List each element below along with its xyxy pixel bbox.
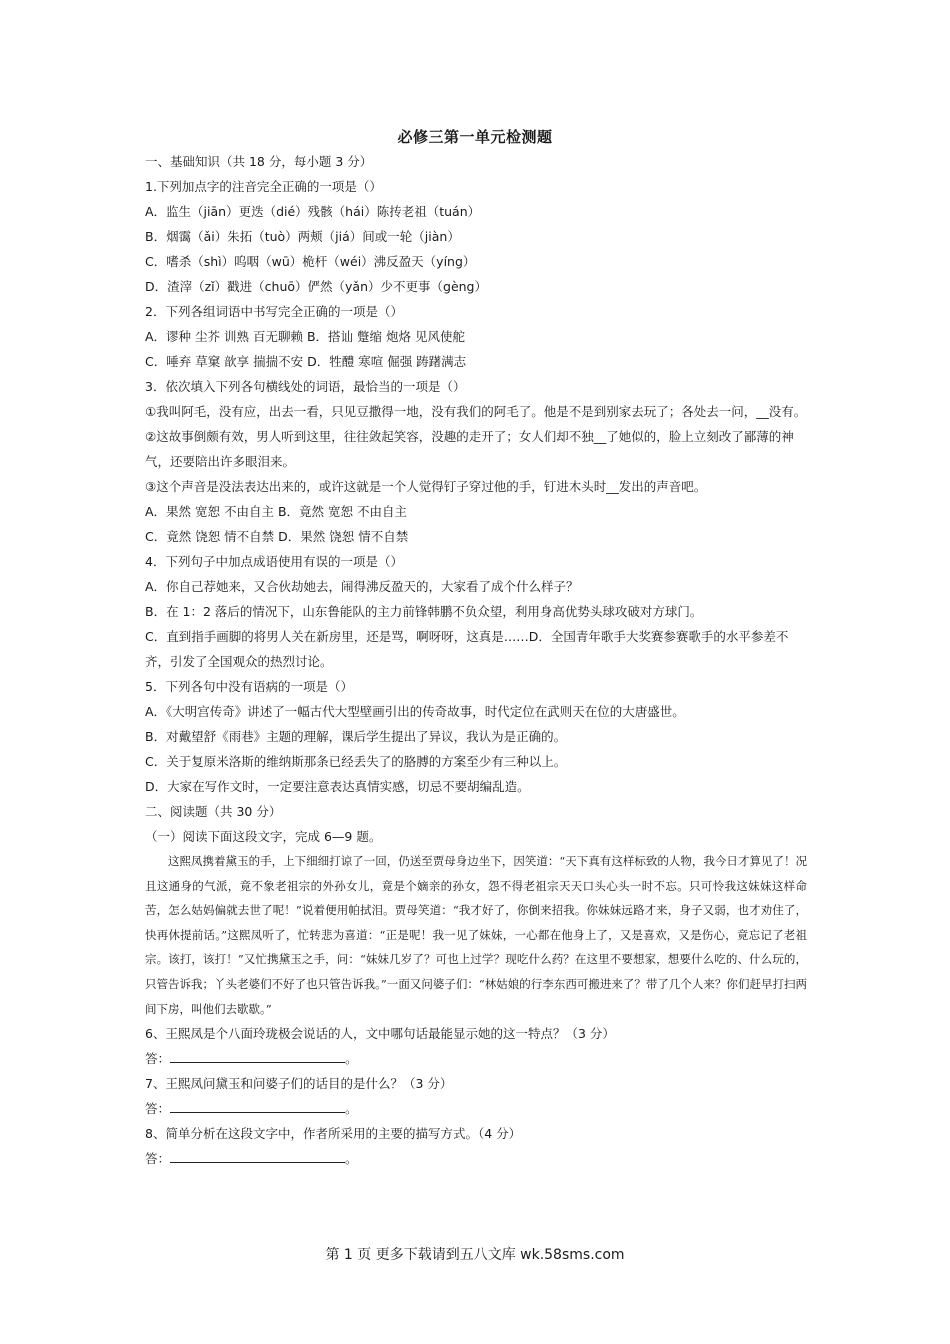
question-3-sentence-1: ①我叫阿毛，没有应，出去一看，只见豆撒得一地，没有我们的阿毛了。他是不是到别家去玩了；各处去一问，__没有。 [145,404,807,419]
answer-end: 。 [345,1101,358,1117]
reading-intro: （一）阅读下面这段文字，完成 6—9 题。 [145,829,382,844]
question-6-answer [145,1046,807,1071]
page-title: 必修三第一单元检测题 [397,128,553,146]
answer-blank[interactable] [170,1048,345,1063]
question-2-options-ab: A．谬种 尘芥 训熟 百无聊赖 B．搭讪 蹩缩 炮烙 见风使舵 [145,329,465,344]
question-3-options-cd: C．竟然 饶恕 情不自禁 D．果然 饶恕 情不自禁 [145,529,409,544]
answer-label: 答： [145,1051,171,1067]
question-6-stem: 6、王熙凤是个八面玲珑极会说话的人，文中哪句话最能显示她的这一特点？（3 分） [145,1026,615,1042]
page-footer: 第 1 页 更多下载请到五八文库 wk.58sms.com [325,1247,625,1263]
question-3-stem: 3．依次填入下列各句横线处的词语，最恰当的一项是（） [145,379,466,394]
question-2-options-cd: C．唾弃 草窠 歆享 揣揣不安 D．牲醴 寒喧 倔强 踌躇满志 [145,354,467,369]
question-3-sentence-3: ③这个声音是没法表达出来的，或许这就是一个人觉得钉子穿过他的手，钉进木头时__发出的声音吧。 [145,479,707,494]
question-5-stem: 5．下列各句中没有语病的一项是（） [145,679,353,694]
answer-blank[interactable] [170,1098,345,1113]
section-heading-basics: 一、基础知识（共 18 分，每小题 3 分） [145,154,373,169]
answer-blank[interactable] [170,1148,345,1163]
question-5-option-d: D．大家在写作文时，一定要注意表达真情实感，切忌不要胡编乱造。 [145,779,530,794]
answer-label: 答： [145,1151,171,1167]
question-4-stem: 4．下列句子中加点成语使用有误的一项是（） [145,554,403,569]
question-1-option-c: C．嗜杀（shì）呜咽（wū）桅杆（wéi）沸反盈天（yíng） [145,254,476,269]
question-4-options-cd: C．直到指手画脚的将男人关在新房里，还是骂，啊呀呀，这真是……D．全国青年歌手大奖赛参赛歌手的水平参差不齐，引发了全国观众的热烈讨论。 [145,629,789,669]
question-7-stem: 7、王熙凤问黛玉和问婆子们的话目的是什么？（3 分） [145,1076,453,1092]
question-1-option-a: A．监生（jiān）更迭（dié）残骸（hái）陈抟老祖（tuán） [145,204,481,219]
document-body [145,149,807,1171]
question-4-option-a: A．你自己荐她来，又合伙劫她去，闹得沸反盈天的，大家看了成个什么样子？ [145,579,579,594]
question-8-stem: 8、简单分析在这段文字中，作者所采用的主要的描写方式。（4 分） [145,1126,522,1142]
question-5-option-c: C．关于复原米洛斯的维纳斯那条已经丢失了的胳膊的方案至少有三种以上。 [145,754,567,769]
question-2-stem: 2．下列各组词语中书写完全正确的一项是（） [145,304,403,319]
answer-end: 。 [345,1151,358,1167]
question-7-answer [145,1096,807,1121]
answer-end: 。 [345,1051,358,1067]
question-3-sentence-2: ②这故事倒颇有效，男人听到这里，往往敛起笑容，没趣的走开了；女人们却不独__了她似的，脸上立刻改了鄙薄的神气，还要陪出许多眼泪来。 [145,429,794,469]
question-1-option-b: B．烟霭（ǎi）朱拓（tuò）两颊（jiá）间或一轮（jiàn） [145,229,460,244]
question-5-option-a: A．《大明宫传奇》讲述了一幅古代大型壁画引出的传奇故事，时代定位在武则天在位的大唐盛世。 [145,704,685,719]
question-3-options-ab: A．果然 宽恕 不由自主 B．竟然 宽恕 不由自主 [145,504,407,519]
question-5-option-b: B．对戴望舒《雨巷》主题的理解，课后学生提出了异议，我认为是正确的。 [145,729,567,744]
question-1-option-d: D．渣滓（zǐ）戳进（chuō）俨然（yǎn）少不更事（gèng） [145,279,487,294]
question-8-answer [145,1146,807,1171]
answer-label: 答： [145,1101,171,1117]
question-4-option-b: B．在 1：2 落后的情况下，山东鲁能队的主力前锋韩鹏不负众望，利用身高优势头球攻破对方球门。 [145,604,703,619]
reading-passage: 这熙凤携着黛玉的手，上下细细打谅了一回，仍送至贾母身边坐下，因笑道：“天下真有这样标致的人物，我今日才算见了！况且这通身的气派，竟不象老祖宗的外孙女儿，竟是个嫡亲的孙女，怨不得老祖宗天天口头心头一时不忘。只可怜我这妹妹这样命苦，怎么姑妈偏就去世了呢！”说着便用帕拭泪。贾母笑道：“我才好了，你倒来招我。你妹妹远路才来，身子又弱，也才劝住了，快再休提前话。”这熙凤听了，忙转悲为喜道：“正是呢！我一见了妹妹，一心都在他身上了，又是喜欢，又是伤心，竟忘记了老祖宗。该打，该打！”又忙携黛玉之手，问：“妹妹几岁了？可也上过学？现吃什么药？在这里不要想家，想要什么吃的、什么玩的，只管告诉我；丫头老婆们不好了也只管告诉我。”一面又问婆子们：“林姑娘的行李东西可搬进来了？带了几个人来？你们赶早打扫两间下房，叫他们去歇歇。” [145,854,807,1016]
question-1-stem: 1.下列加点字的注音完全正确的一项是（） [145,179,382,194]
section-heading-reading: 二、阅读题（共 30 分） [145,804,282,819]
